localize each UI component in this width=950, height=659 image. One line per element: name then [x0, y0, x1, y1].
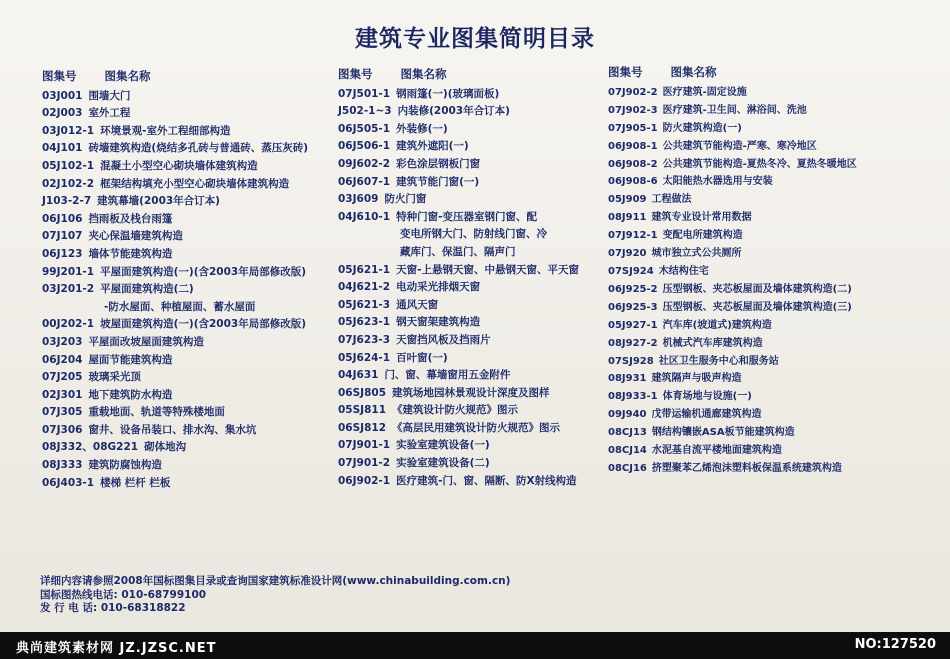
entry-name: 体育场地与设施(一) — [662, 391, 752, 403]
entry-code: 99J201-1 — [42, 265, 95, 278]
entry-name: 建筑防腐蚀构造 — [88, 459, 162, 472]
entry-code: 05SJ811 — [338, 404, 386, 417]
catalog-entry — [42, 246, 308, 264]
entry-code: 05J623-1 — [338, 316, 391, 329]
catalog-entry — [338, 297, 579, 315]
entry-name: 社区卫生服务中心和服务站 — [658, 355, 779, 367]
catalog-entry — [42, 475, 308, 493]
catalog-entry — [338, 473, 579, 491]
entry-name: 实验室建筑设备(一) — [396, 439, 490, 452]
entry-name: 实验室建筑设备(二) — [396, 457, 490, 470]
entry-code: 00J202-1 — [42, 318, 95, 331]
watermark-number: NO:127520 — [854, 637, 936, 652]
entry-name: 平屋面改坡屋面建筑构造 — [88, 335, 204, 348]
entry-name: 环境景观-室外工程细部构造 — [100, 124, 231, 137]
entry-code: 02J003 — [42, 107, 83, 120]
entry-code: 08CJ14 — [608, 445, 647, 457]
catalog-entry — [608, 263, 857, 281]
page-title: 建筑专业图集简明目录 — [355, 25, 595, 52]
watermark-site: 典尚建筑素材网 JZ.JZSC.NET — [16, 641, 217, 656]
entry-name: 《高层民用建筑设计防火规范》图示 — [392, 421, 560, 434]
header-name: 图集名称 — [670, 65, 717, 79]
catalog-entry — [338, 437, 579, 455]
entry-name: 《建筑设计防火规范》图示 — [392, 404, 518, 417]
entry-code: 07J107 — [42, 230, 83, 243]
catalog-entry — [608, 281, 857, 299]
entry-code: 04J631 — [338, 369, 379, 382]
entry-code: 07J623-3 — [338, 333, 391, 346]
entry-code: 03J201-2 — [42, 283, 95, 296]
catalog-entry — [42, 387, 308, 405]
entry-code: 08J927-2 — [608, 337, 658, 349]
entry-code: 07SJ928 — [608, 355, 654, 367]
entry-name: 建筑隔声与吸声构造 — [651, 373, 742, 385]
catalog-entry — [608, 191, 857, 209]
catalog-entry — [42, 264, 308, 282]
catalog-entry — [42, 369, 308, 387]
entry-code: 03J001 — [42, 89, 83, 102]
entry-code: 06SJ812 — [338, 421, 386, 434]
catalog-entry — [608, 120, 857, 138]
entry-name: 工程做法 — [651, 194, 692, 206]
entry-code: 07J912-1 — [608, 230, 658, 242]
catalog-entry — [608, 406, 857, 424]
entry-name: 通风天窗 — [396, 298, 439, 311]
entry-code: 04J621-2 — [338, 281, 391, 294]
entry-code: 05J909 — [608, 194, 647, 206]
entry-name: 屋面节能建筑构造 — [88, 353, 173, 366]
catalog-entry — [42, 158, 308, 176]
entry-name: 城市独立式公共厕所 — [651, 248, 742, 260]
catalog-entry — [608, 370, 857, 388]
catalog-entry — [338, 86, 579, 104]
header-code: 图集号 — [608, 65, 643, 79]
catalog-entry — [338, 103, 579, 121]
catalog-entry — [608, 156, 857, 174]
entry-code: 07J501-1 — [338, 87, 391, 100]
catalog-entry — [338, 402, 579, 420]
catalog-entry — [608, 102, 857, 120]
catalog-entry — [338, 385, 579, 403]
entry-code: 05J624-1 — [338, 351, 391, 364]
entry-name: 砖墙建筑构造(烧结多孔砖与普通砖、蒸压灰砖) — [88, 142, 309, 155]
entry-name: 砌体地沟 — [144, 441, 187, 454]
entry-code: 06J925-3 — [608, 301, 658, 313]
catalog-entry — [608, 353, 857, 371]
catalog-entry — [608, 209, 857, 227]
entry-code: 05J621-3 — [338, 298, 391, 311]
catalog-entry — [42, 123, 308, 141]
catalog-entry — [608, 173, 857, 191]
catalog-entry — [338, 226, 579, 244]
entry-name: 钢天窗架建筑构造 — [396, 316, 481, 329]
entry-code: 06J902-1 — [338, 474, 391, 487]
entry-name: 重载地面、轨道等特殊楼地面 — [88, 406, 225, 419]
entry-name: 医疗建筑-固定设施 — [662, 86, 747, 98]
catalog-entry — [338, 191, 579, 209]
catalog-entry — [42, 281, 308, 299]
entry-name: 地下建筑防水构造 — [88, 388, 173, 401]
entry-code: 07J920 — [608, 248, 647, 260]
entry-name: 特种门窗-变压器室钢门窗、配 — [396, 210, 537, 223]
entry-code: 03J012-1 — [42, 124, 95, 137]
entry-name: 楼梯 栏杆 栏板 — [100, 476, 171, 489]
entry-code: 04J101 — [42, 142, 83, 155]
catalog-entry — [338, 314, 579, 332]
catalog-entry — [42, 211, 308, 229]
catalog-entry — [338, 209, 579, 227]
entry-code: 09J940 — [608, 409, 647, 421]
entry-code: 08CJ16 — [608, 462, 647, 474]
catalog-entry — [42, 140, 308, 158]
catalog-entry — [42, 404, 308, 422]
entry-name: 防火门窗 — [384, 193, 427, 206]
catalog-entry — [42, 422, 308, 440]
entry-name: 建筑幕墙(2003年合订本) — [97, 195, 220, 208]
column-header — [42, 68, 308, 86]
entry-name: 建筑外遮阳(一) — [396, 140, 469, 153]
entry-code: 06J908-2 — [608, 158, 658, 170]
entry-name: 混凝土小型空心砌块墙体建筑构造 — [100, 159, 258, 172]
entry-code: 07J205 — [42, 371, 83, 384]
catalog-entry — [608, 460, 857, 478]
header-code: 图集号 — [42, 69, 77, 83]
entry-code: 03J203 — [42, 335, 83, 348]
entry-name: 平屋面建筑构造(二) — [100, 283, 194, 296]
entry-name: 戊带运输机通廊建筑构造 — [651, 409, 762, 421]
entry-code: 07J902-3 — [608, 104, 658, 116]
entry-name: 彩色涂层钢板门窗 — [396, 157, 481, 170]
entry-name: 门、窗、幕墙窗用五金附件 — [384, 369, 511, 382]
catalog-entry — [608, 335, 857, 353]
entry-name: 公共建筑节能构造-严寒、寒冷地区 — [662, 140, 817, 152]
catalog-entry — [42, 228, 308, 246]
entry-code: 07J306 — [42, 423, 83, 436]
catalog-entry — [42, 457, 308, 475]
entry-code: 07J901-2 — [338, 457, 391, 470]
header-name: 图集名称 — [104, 69, 151, 83]
catalog-entry — [338, 262, 579, 280]
footer-info — [40, 575, 510, 616]
entry-name: 藏库门、保温门、隔声门 — [400, 245, 516, 258]
entry-name: 医疗建筑-门、窗、隔断、防X射线构造 — [396, 474, 577, 487]
entry-name: 建筑节能门窗(一) — [396, 175, 480, 188]
catalog-entry — [338, 156, 579, 174]
entry-code: 06J908-6 — [608, 176, 658, 188]
header-name: 图集名称 — [400, 67, 447, 81]
catalog-entry — [608, 84, 857, 102]
entry-name: 玻璃采光顶 — [88, 371, 141, 384]
entry-code: J502-1~3 — [338, 105, 392, 118]
catalog-entry — [42, 176, 308, 194]
entry-name: 围墙大门 — [88, 89, 131, 102]
catalog-entry — [608, 388, 857, 406]
entry-code: 05J927-1 — [608, 319, 658, 331]
entry-code: 07J305 — [42, 406, 83, 419]
entry-name: 百叶窗(一) — [396, 351, 448, 364]
entry-name: 钢雨篷(一)(玻璃面板) — [396, 87, 500, 100]
catalog-entry — [42, 334, 308, 352]
entry-code: 09J602-2 — [338, 157, 391, 170]
entry-name: 压型钢板、夹芯板屋面及墙体建筑构造(三) — [662, 301, 852, 313]
entry-name: 公共建筑节能构造-夏热冬冷、夏热冬暖地区 — [662, 158, 857, 170]
entry-name: 防火建筑构造(一) — [662, 122, 742, 134]
entry-name: 挡雨板及栈台雨篷 — [88, 212, 173, 225]
entry-name: 电动采光排烟天窗 — [396, 281, 481, 294]
footer-sales-phone: 发 行 电 话: 010-68318822 — [40, 602, 186, 614]
catalog-entry — [42, 88, 308, 106]
entry-code: 08CJ13 — [608, 427, 647, 439]
entry-code: 06J925-2 — [608, 283, 658, 295]
catalog-entry — [42, 193, 308, 211]
entry-code: 08J911 — [608, 212, 647, 224]
entry-code: 07SJ924 — [608, 265, 654, 277]
catalog-entry — [608, 442, 857, 460]
entry-code: 07J901-1 — [338, 439, 391, 452]
catalog-entry — [608, 299, 857, 317]
catalog-entry — [338, 244, 579, 262]
catalog-column-1 — [42, 68, 308, 492]
catalog-entry — [42, 316, 308, 334]
entry-name: 窗井、设备吊装口、排水沟、集水坑 — [88, 423, 257, 436]
entry-name: 钢结构镶嵌ASA板节能建筑构造 — [651, 427, 795, 439]
catalog-entry — [338, 121, 579, 139]
entry-code: 07J905-1 — [608, 122, 658, 134]
catalog-entry — [42, 439, 308, 457]
entry-name: 框架结构填充小型空心砌块墙体建筑构造 — [100, 177, 290, 190]
catalog-entry — [608, 227, 857, 245]
catalog-entry — [338, 455, 579, 473]
entry-name: 压型钢板、夹芯板屋面及墙体建筑构造(二) — [662, 283, 852, 295]
header-code: 图集号 — [338, 67, 373, 81]
entry-code: 05J102-1 — [42, 159, 95, 172]
entry-code: 06J123 — [42, 247, 83, 260]
entry-name: 水泥基自流平楼地面建筑构造 — [651, 445, 782, 457]
entry-code: 02J301 — [42, 388, 83, 401]
entry-name: 外装修(一) — [396, 122, 448, 135]
entry-name: 汽车库(坡道式)建筑构造 — [662, 319, 772, 331]
entry-code: 06SJ805 — [338, 386, 386, 399]
entry-name: 平屋面建筑构造(一)(含2003年局部修改版) — [100, 265, 307, 278]
entry-code: 05J621-1 — [338, 263, 391, 276]
entry-code: 06J505-1 — [338, 122, 391, 135]
footer-hotline: 国标图热线电话: 010-68799100 — [40, 588, 207, 601]
entry-name: 木结构住宅 — [658, 265, 709, 277]
entry-name: 坡屋面建筑构造(一)(含2003年局部修改版) — [100, 318, 307, 331]
entry-name: 墙体节能建筑构造 — [88, 247, 173, 260]
entry-code: 08J931 — [608, 373, 647, 385]
entry-name: 挤塑聚苯乙烯泡沫塑料板保温系统建筑构造 — [651, 462, 842, 474]
catalog-column-2 — [338, 66, 579, 490]
entry-code: 08J332、08G221 — [42, 441, 139, 454]
catalog-entry — [42, 105, 308, 123]
column-header — [338, 66, 579, 84]
catalog-entry — [608, 245, 857, 263]
entry-name: 变配电所建筑构造 — [662, 230, 743, 242]
catalog-entry — [338, 420, 579, 438]
entry-name: 建筑专业设计常用数据 — [651, 212, 752, 224]
column-header — [608, 64, 857, 82]
catalog-entry — [338, 332, 579, 350]
entry-code: 08J933-1 — [608, 391, 658, 403]
catalog-entry — [42, 299, 308, 317]
entry-name: 天窗挡风板及挡雨片 — [396, 333, 491, 346]
entry-code: 08J333 — [42, 459, 83, 472]
entry-name: -防水屋面、种植屋面、蓄水屋面 — [104, 300, 256, 313]
entry-code: 06J506-1 — [338, 140, 391, 153]
entry-code: J103-2-7 — [42, 195, 92, 208]
catalog-entry — [608, 138, 857, 156]
entry-code: 06J204 — [42, 353, 83, 366]
entry-name: 夹心保温墙建筑构造 — [88, 230, 183, 243]
catalog-entry — [338, 279, 579, 297]
entry-code: 06J106 — [42, 212, 83, 225]
entry-name: 变电所钢大门、防射线门窗、冷 — [400, 228, 547, 241]
entry-name: 天窗-上悬钢天窗、中悬钢天窗、平天窗 — [396, 263, 579, 276]
entry-code: 07J902-2 — [608, 86, 658, 98]
footer-reference-line: 详细内容请参照2008年国标图集目录或查询国家建筑标准设计网(www.chinabuilding.com.cn) — [40, 575, 511, 587]
entry-code: 06J908-1 — [608, 140, 658, 152]
entry-code: 03J609 — [338, 193, 379, 206]
catalog-entry — [338, 367, 579, 385]
entry-code: 02J102-2 — [42, 177, 95, 190]
catalog-entry — [608, 424, 857, 442]
catalog-entry — [608, 317, 857, 335]
entry-name: 室外工程 — [88, 107, 131, 120]
entry-code: 06J403-1 — [42, 476, 95, 489]
catalog-entry — [338, 350, 579, 368]
entry-code: 06J607-1 — [338, 175, 391, 188]
catalog-entry — [338, 138, 579, 156]
entry-name: 内装修(2003年合订本) — [397, 105, 510, 118]
catalog-entry — [42, 352, 308, 370]
entry-name: 机械式汽车库建筑构造 — [662, 337, 763, 349]
entry-name: 太阳能热水器选用与安装 — [662, 176, 773, 188]
entry-name: 医疗建筑-卫生间、淋浴间、洗池 — [662, 104, 807, 116]
catalog-entry — [338, 174, 579, 192]
catalog-column-3 — [608, 64, 857, 478]
entry-code: 04J610-1 — [338, 210, 391, 223]
entry-name: 建筑场地园林景观设计深度及图样 — [392, 386, 550, 399]
